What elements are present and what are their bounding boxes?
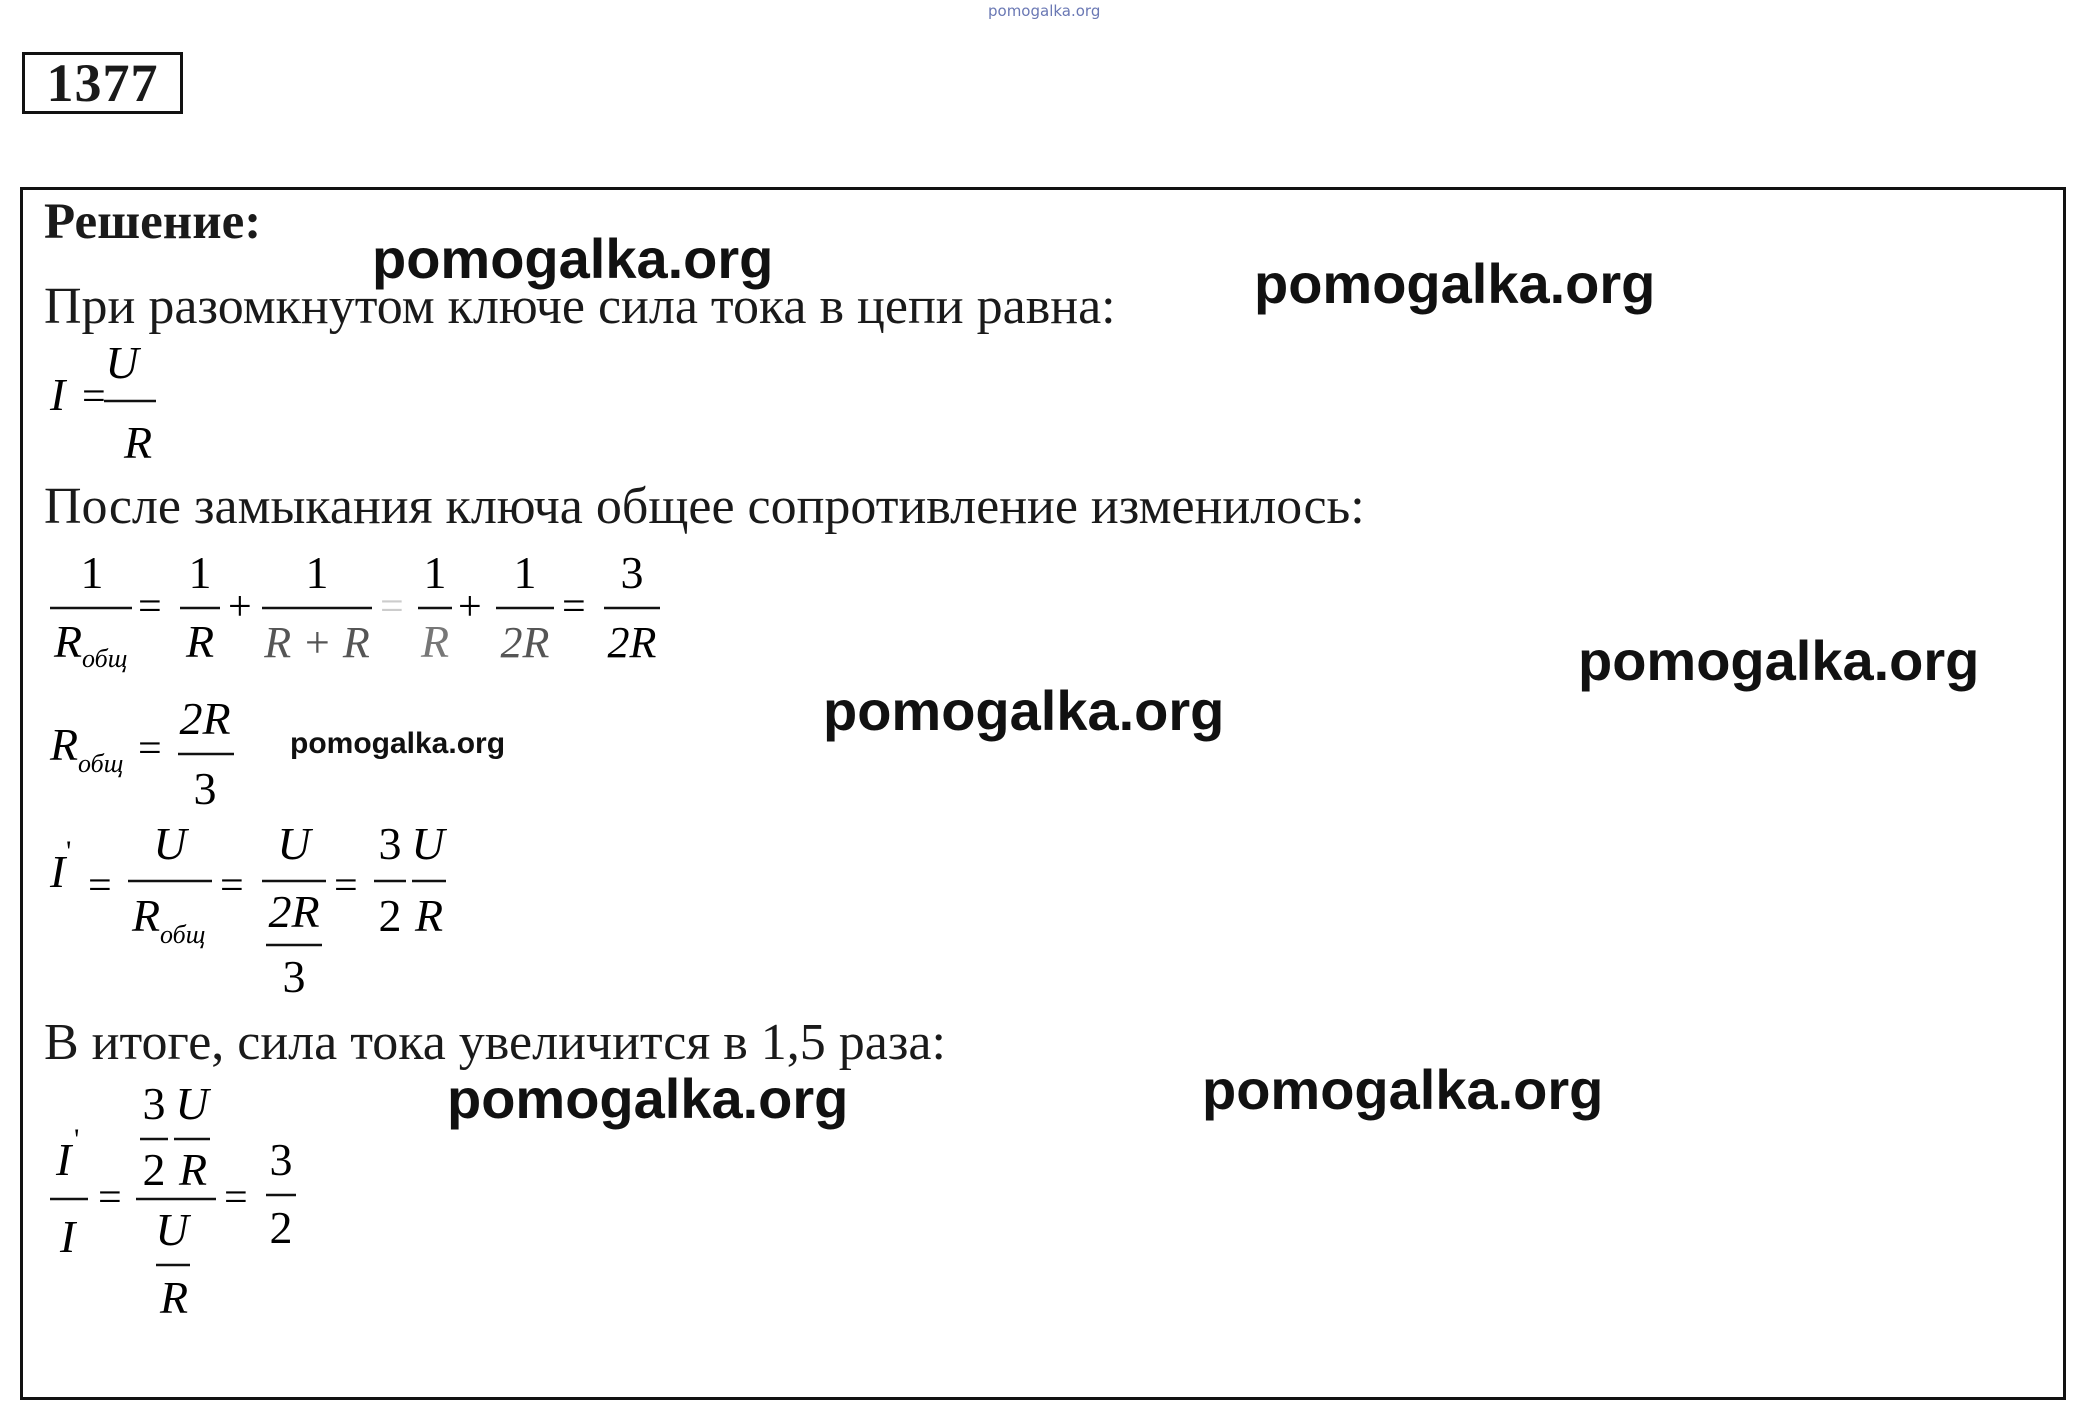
text-line-result: В итоге, сила тока увеличится в 1,5 раза:: [44, 1014, 946, 1071]
text-line-closed-key: После замыкания ключа общее сопротивление изменилось:: [44, 478, 1365, 535]
f5-den-I: I: [60, 1211, 76, 1262]
f5-num-I: I: [56, 1134, 72, 1185]
f5-num-R: R: [178, 1144, 208, 1195]
f3-R: R: [50, 719, 79, 770]
f5-num-U: U: [175, 1078, 209, 1129]
watermark-1: pomogalka.org: [372, 227, 774, 290]
f5-eq-2: =: [224, 1175, 248, 1221]
f4-prime: ': [66, 835, 72, 868]
f4-den-R3: R: [414, 890, 444, 941]
f4-den-2: 2: [378, 890, 402, 941]
f5-num-2: 2: [142, 1144, 166, 1195]
f4-num-U: U: [153, 818, 187, 869]
watermark-7: pomogalka.org: [1202, 1058, 1604, 1121]
f4-num-U2: U: [277, 818, 311, 869]
f2-den-2Rf: 2R: [607, 618, 657, 667]
watermark-4: pomogalka.org: [823, 679, 1225, 742]
f2-den-R: R: [54, 616, 83, 667]
solution-heading: Решение:: [44, 194, 262, 250]
f2-den-Rb: R: [185, 616, 215, 667]
f5-eq-1: =: [98, 1175, 122, 1221]
f3-num-2R: 2R: [179, 693, 231, 744]
f2-den-2R: 2R: [500, 618, 550, 667]
f4-eq-2: =: [220, 863, 244, 909]
formula-new-current: [40, 815, 480, 1005]
f4-I: I: [50, 846, 66, 897]
f2-den-RplusR: R + R: [264, 618, 370, 667]
f1-eq: =: [82, 374, 106, 420]
f1-num-U: U: [105, 340, 139, 388]
f4-eq-3: =: [334, 863, 358, 909]
f3-sub: общ: [78, 749, 124, 778]
f5-res-2: 2: [269, 1202, 293, 1253]
watermark-3: pomogalka.org: [1578, 629, 1980, 692]
f2-eq-1: =: [138, 584, 162, 630]
watermark-2: pomogalka.org: [1254, 252, 1656, 315]
f2-den-Rd: R: [420, 616, 450, 667]
f4-den-sub: общ: [160, 920, 206, 949]
f2-eq-3: =: [562, 584, 586, 630]
f2-eq-2: =: [380, 584, 404, 630]
formula-ohm-law: [40, 340, 180, 470]
f2-plus-2: +: [458, 584, 482, 630]
f2-num-1d: 1: [423, 547, 447, 598]
formula-resistance-value: [40, 690, 290, 820]
f4-den-3: 3: [282, 951, 306, 1002]
f4-den-R: R: [132, 890, 161, 941]
f2-plus-1: +: [228, 584, 252, 630]
f5-res-3: 3: [269, 1134, 293, 1185]
f2-den-sub: общ: [82, 644, 128, 673]
problem-number: 1377: [22, 52, 183, 114]
formula-ratio: [40, 1075, 340, 1335]
text-line-open-key: При разомкнутом ключе сила тока в цепи равна:: [44, 278, 1116, 335]
f2-num-1c: 1: [305, 547, 329, 598]
watermark-6: pomogalka.org: [447, 1067, 849, 1130]
f5-den-R: R: [159, 1272, 189, 1323]
formula-total-resistance: [40, 540, 680, 680]
f4-den-2R: 2R: [268, 886, 320, 937]
f3-eq: =: [138, 726, 162, 772]
watermark-5: pomogalka.org: [290, 727, 506, 760]
f1-den-R: R: [123, 417, 153, 468]
f2-num-1e: 1: [513, 547, 537, 598]
f4-eq-1: =: [88, 863, 112, 909]
f1-I: I: [50, 369, 66, 420]
f5-num-3: 3: [142, 1078, 166, 1129]
f4-num-U3: U: [411, 818, 445, 869]
f2-num-1b: 1: [188, 547, 212, 598]
f4-num-3: 3: [378, 818, 402, 869]
f3-den-3: 3: [193, 763, 217, 814]
f2-num-3: 3: [620, 547, 644, 598]
top-watermark: pomogalka.org: [988, 2, 1101, 20]
f5-prime: ': [74, 1123, 80, 1156]
f2-num-1: 1: [80, 547, 104, 598]
f5-den-U: U: [155, 1204, 189, 1255]
